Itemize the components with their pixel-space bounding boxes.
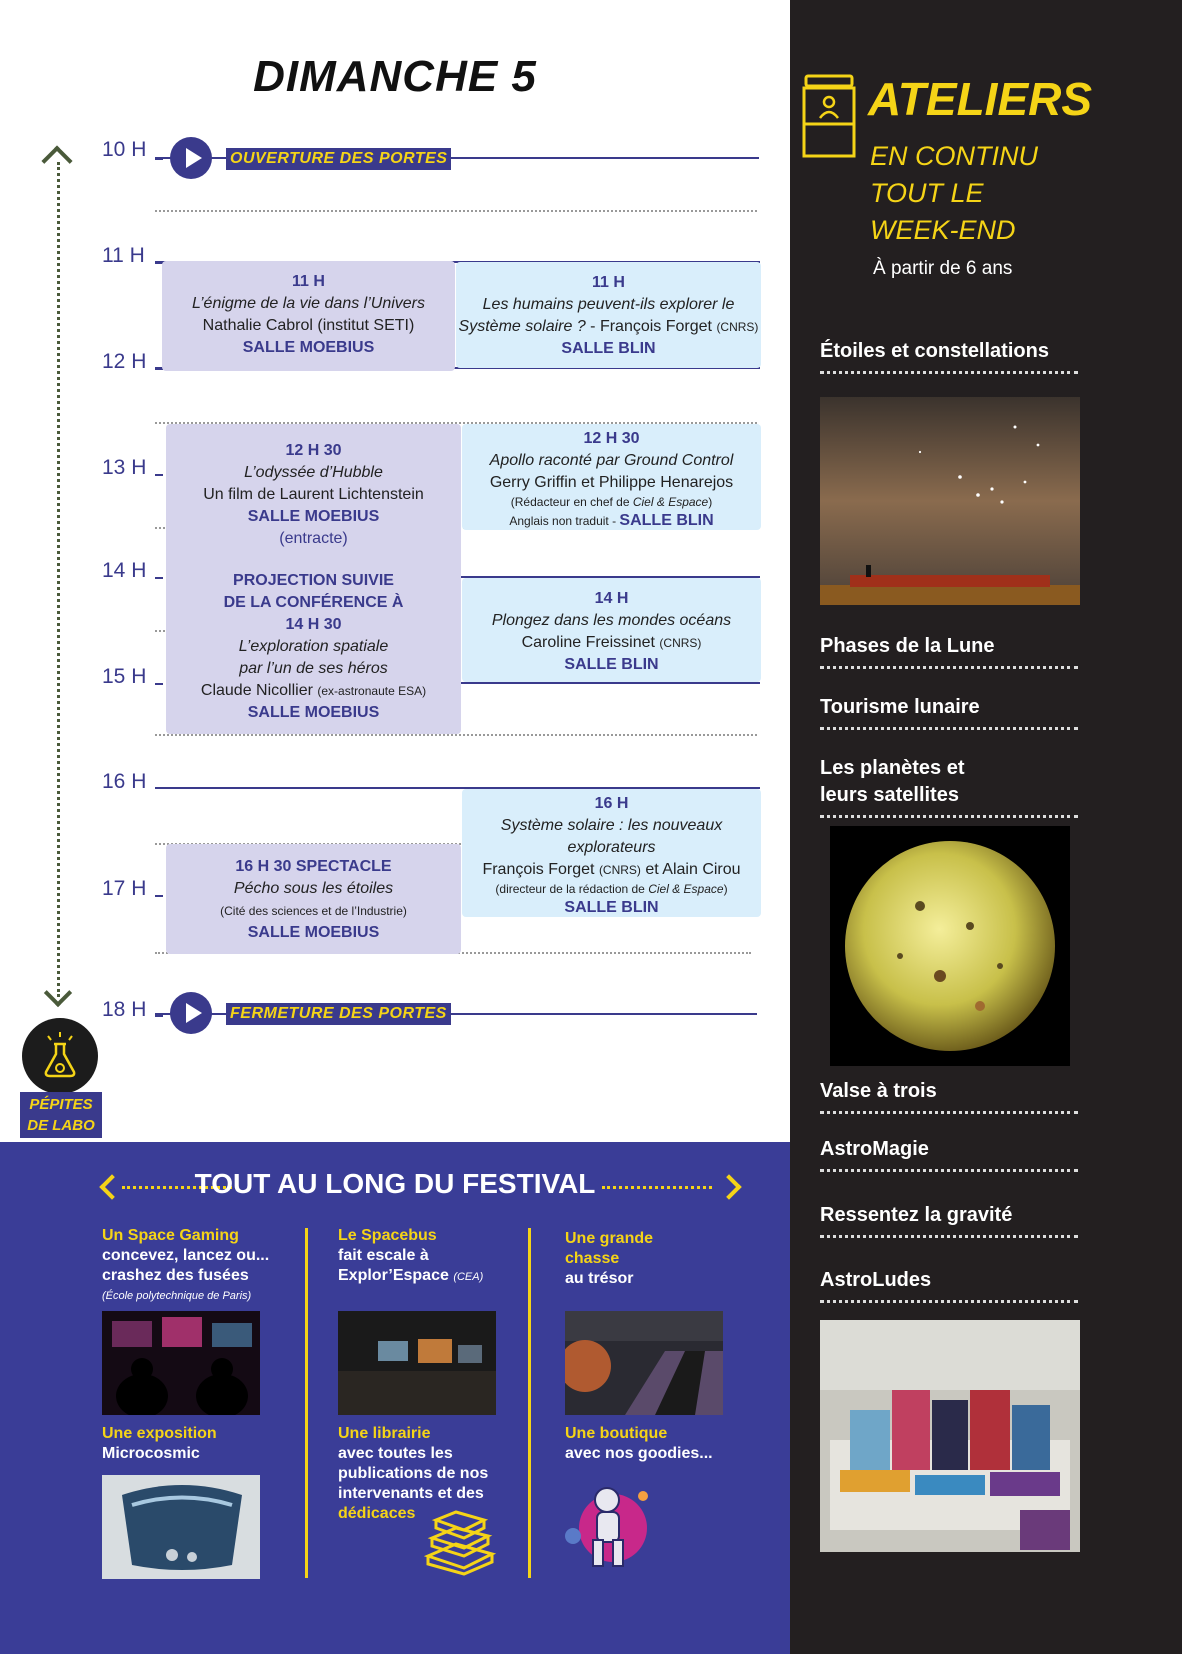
space-gaming-line-2: concevez, lancez ou... xyxy=(102,1247,270,1264)
space-gaming-org: (École polytechnique de Paris) xyxy=(102,1290,252,1302)
event-title-2: Système solaire ? xyxy=(458,318,586,335)
hour-18: 18 H xyxy=(102,998,147,1021)
play-icon xyxy=(170,992,212,1034)
half-hour-line xyxy=(155,734,757,736)
expo-line-2: Microcosmic xyxy=(102,1445,200,1462)
atelier-valse-trois[interactable]: Valse à trois xyxy=(820,1078,1078,1114)
event-speaker: Nathalie Cabrol (institut SETI) xyxy=(202,317,415,334)
projection-line-2: DE LA CONFÉRENCE À xyxy=(223,594,404,611)
atelier-planetes-line-2: leurs satellites xyxy=(820,784,959,806)
starry-sky-photo xyxy=(820,397,1080,605)
event-speaker: - François Forget xyxy=(585,318,712,335)
event-time: 14 H xyxy=(594,590,629,607)
event-time: 16 H xyxy=(594,795,629,812)
arrow-down-icon xyxy=(44,979,72,1007)
labo-tag xyxy=(20,1092,102,1138)
event-org: (CNRS) xyxy=(659,636,702,650)
event-room: SALLE BLIN xyxy=(564,899,659,916)
event-enigme-vie[interactable] xyxy=(162,261,455,371)
event-pecho-etoiles[interactable] xyxy=(166,844,461,954)
event-speaker: Gerry Griffin et Philippe Henarejos xyxy=(489,474,734,491)
page-title: DIMANCHE 5 xyxy=(253,52,537,101)
event-note: (entracte) xyxy=(279,530,348,547)
event-mondes-oceans[interactable] xyxy=(462,578,761,682)
spacebus-title: Le Spacebus xyxy=(338,1227,437,1244)
chasse-photo xyxy=(565,1311,723,1415)
hour-14: 14 H xyxy=(102,559,147,582)
arrow-up-icon xyxy=(41,145,72,176)
boutique[interactable] xyxy=(565,1424,745,1464)
flask-icon xyxy=(40,1032,80,1078)
event-room: SALLE MOEBIUS xyxy=(247,924,380,941)
space-gaming-title: Un Space Gaming xyxy=(102,1227,239,1244)
hour-17: 17 H xyxy=(102,877,147,900)
projection-line-3: 14 H 30 xyxy=(285,616,342,633)
tick xyxy=(155,683,163,685)
exposition-microcosmic[interactable] xyxy=(102,1424,282,1464)
event-humains-explorer[interactable] xyxy=(456,262,761,368)
event-room: SALLE BLIN xyxy=(619,512,714,529)
exposition-photo xyxy=(102,1475,260,1579)
hour-line-15 xyxy=(460,682,760,684)
tick xyxy=(155,577,163,579)
event-time: 12 H 30 xyxy=(285,442,342,459)
atelier-planetes[interactable] xyxy=(820,755,1078,818)
chasse-tresor[interactable] xyxy=(565,1229,745,1289)
hour-12: 12 H xyxy=(102,350,147,373)
event-speaker: François Forget xyxy=(482,861,595,878)
gaming-photo xyxy=(102,1311,260,1415)
atelier-phases-lune[interactable]: Phases de la Lune xyxy=(820,633,1078,669)
ateliers-title: ATELIERS xyxy=(868,73,1093,125)
ateliers-sub-3: WEEK-END xyxy=(870,215,1016,245)
board-games-photo xyxy=(820,1320,1080,1552)
ateliers-age: À partir de 6 ans xyxy=(873,258,1013,279)
half-hour-line xyxy=(155,210,757,212)
librairie-line-3: publications de nos xyxy=(338,1465,489,1482)
event-speaker: Un film de Laurent Lichtenstein xyxy=(203,486,424,503)
hour-11: 11 H xyxy=(102,244,145,267)
tick xyxy=(155,474,163,476)
event-org: (CNRS) xyxy=(598,863,641,877)
event-systeme-solaire[interactable] xyxy=(462,789,761,917)
ateliers-sub-1: EN CONTINU xyxy=(870,141,1038,171)
labo-line-2: DE LABO xyxy=(27,1117,95,1134)
spacebus-line-3: Explor’Espace xyxy=(338,1267,449,1284)
event-title: L’énigme de la vie dans l’Univers xyxy=(191,295,425,312)
event-room: SALLE MOEBIUS xyxy=(247,508,380,525)
event-apollo[interactable] xyxy=(462,424,761,530)
event-odyssee-hubble[interactable] xyxy=(166,424,461,734)
hour-15: 15 H xyxy=(102,665,147,688)
play-icon xyxy=(170,137,212,179)
expo-title: Une exposition xyxy=(102,1425,217,1442)
event-speaker-2: Claude Nicollier xyxy=(200,682,313,699)
ateliers-sub-2: TOUT LE xyxy=(870,178,984,208)
chasse-line-2: chasse xyxy=(565,1250,620,1267)
atelier-etoiles[interactable]: Étoiles et constellations xyxy=(820,338,1078,374)
event-title: Pécho sous les étoiles xyxy=(233,880,394,897)
books-icon xyxy=(424,1508,496,1576)
event-role-mag: Ciel & Espace xyxy=(648,882,724,896)
librairie-title: Une librairie xyxy=(338,1425,431,1442)
librairie-line-4: intervenants et des xyxy=(338,1485,484,1502)
hour-13: 13 H xyxy=(102,456,147,479)
tick xyxy=(155,1015,163,1017)
atelier-astroludes[interactable]: AstroLudes xyxy=(820,1267,1078,1303)
event-role: (directeur de la rédaction de xyxy=(495,882,649,896)
event-title: L’odyssée d’Hubble xyxy=(244,464,383,481)
chasse-line-3: au trésor xyxy=(565,1270,634,1287)
space-gaming[interactable] xyxy=(102,1226,282,1306)
event-role-end: ) xyxy=(708,495,713,509)
chasse-title: Une grande xyxy=(565,1230,654,1247)
labo-line-1: PÉPITES xyxy=(29,1096,93,1113)
event-title-2: L’exploration spatiale xyxy=(238,638,389,655)
event-title-2: explorateurs xyxy=(567,839,656,856)
spacebus-line-2: fait escale à xyxy=(338,1247,429,1264)
dotted-rule xyxy=(602,1186,712,1189)
event-role-mag: Ciel & Espace xyxy=(632,495,709,509)
spacebus[interactable] xyxy=(338,1226,518,1287)
event-time: 16 H 30 SPECTACLE xyxy=(235,858,392,875)
event-room-2: SALLE MOEBIUS xyxy=(247,704,380,721)
column-separator xyxy=(528,1228,531,1578)
hour-10: 10 H xyxy=(102,138,147,161)
boutique-line-2: avec nos goodies... xyxy=(565,1445,713,1462)
event-title: Système solaire : les nouveaux xyxy=(500,817,723,834)
ticket-booth-icon xyxy=(800,74,858,160)
event-title: Apollo raconté par Ground Control xyxy=(489,452,734,469)
event-title-2b: par l’un de ses héros xyxy=(239,660,388,677)
spacebus-org: (CEA) xyxy=(453,1271,484,1283)
hour-16: 16 H xyxy=(102,770,147,793)
event-room: SALLE BLIN xyxy=(561,340,656,357)
atelier-planetes-line-1: Les planètes et xyxy=(820,757,965,779)
festival-title: TOUT AU LONG DU FESTIVAL xyxy=(194,1168,596,1199)
boutique-title: Une boutique xyxy=(565,1425,668,1442)
librairie-line-2: avec toutes les xyxy=(338,1445,453,1462)
timeline-line xyxy=(57,162,60,997)
ateliers-subtitle xyxy=(870,138,1038,249)
event-speaker: Caroline Freissinet xyxy=(521,634,655,651)
librairie-line-5: dédicaces xyxy=(338,1505,416,1522)
tick xyxy=(155,895,163,897)
event-role: (Rédacteur en chef de xyxy=(510,495,633,509)
event-room: SALLE MOEBIUS xyxy=(242,339,375,356)
event-language: Anglais non traduit - xyxy=(509,514,620,528)
event-role-end: ) xyxy=(723,882,728,896)
event-title: Plongez dans les mondes océans xyxy=(491,612,732,629)
event-time: 11 H xyxy=(292,273,325,290)
closing-tag: FERMETURE DES PORTES xyxy=(226,1003,451,1025)
atelier-astromagie[interactable]: AstroMagie xyxy=(820,1136,1078,1172)
event-time: 12 H 30 xyxy=(583,430,640,447)
moon-io-photo xyxy=(830,826,1070,1066)
event-time: 11 H xyxy=(592,274,625,291)
spacebus-photo xyxy=(338,1311,496,1415)
event-title: Les humains peuvent-ils explorer le xyxy=(482,296,735,313)
astronaut-goodie-icon xyxy=(563,1478,655,1582)
event-org: (CNRS) xyxy=(716,320,759,334)
event-org-2: (ex-astronaute ESA) xyxy=(317,684,427,698)
atelier-gravite[interactable]: Ressentez la gravité xyxy=(820,1202,1078,1238)
opening-tag: OUVERTURE DES PORTES xyxy=(226,148,451,170)
projection-line-1: PROJECTION SUIVIE xyxy=(233,572,394,589)
event-room: SALLE BLIN xyxy=(564,656,659,673)
event-speaker-2: et Alain Cirou xyxy=(640,861,741,878)
space-gaming-line-3: crashez des fusées xyxy=(102,1267,249,1284)
event-org: (Cité des sciences et de l’Industrie) xyxy=(220,904,407,918)
atelier-tourisme-lunaire[interactable]: Tourisme lunaire xyxy=(820,694,1078,730)
column-separator xyxy=(305,1228,308,1578)
